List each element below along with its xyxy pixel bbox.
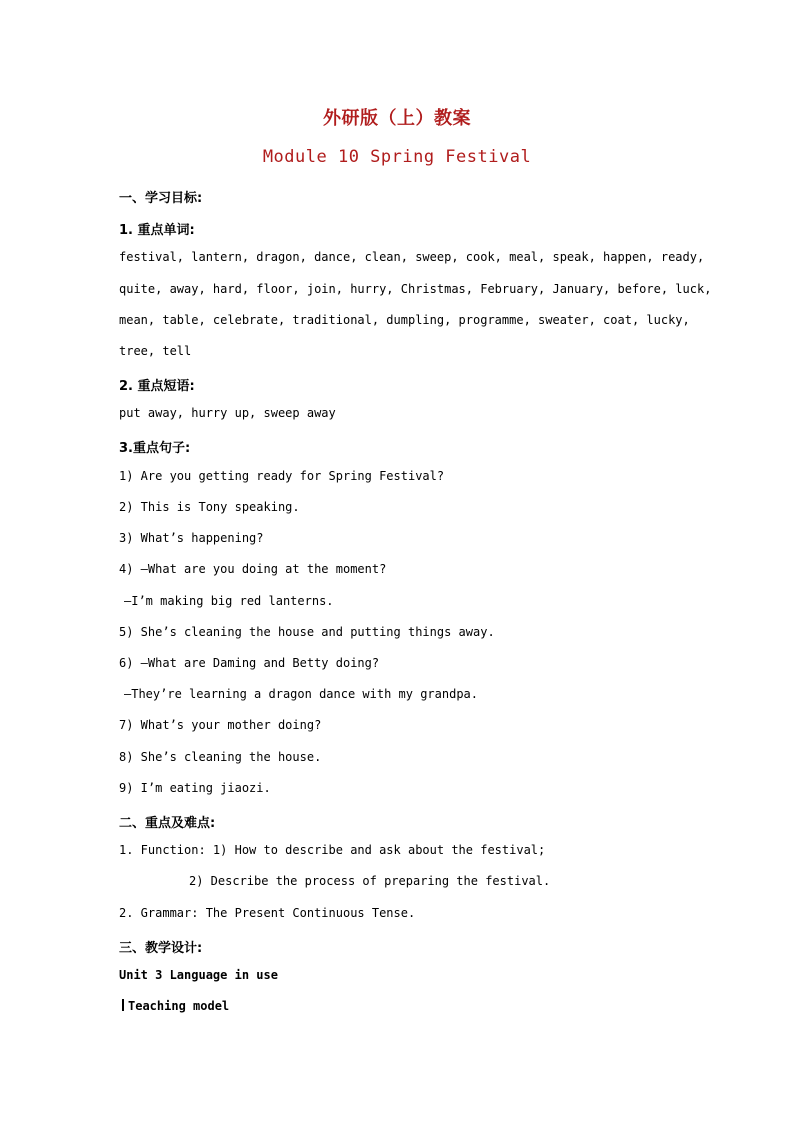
sentence-line: 3) What’s happening? bbox=[119, 531, 264, 545]
unit-heading: Unit 3 Language in use bbox=[119, 968, 278, 982]
marker-bar bbox=[122, 999, 124, 1011]
sentence-line: —I’m making big red lanterns. bbox=[124, 594, 334, 608]
subheading-key-phrases: 2. 重点短语: bbox=[119, 379, 195, 394]
sentence-line: 5) She’s cleaning the house and putting things away. bbox=[119, 625, 495, 639]
teaching-model-heading bbox=[122, 999, 682, 1013]
section-heading-teaching-design: 三、教学设计: bbox=[119, 941, 203, 956]
sentence-line: 2) This is Tony speaking. bbox=[119, 500, 300, 514]
words-line: tree, tell bbox=[119, 344, 192, 358]
sentence-line: 4) —What are you doing at the moment? bbox=[119, 562, 387, 576]
words-line: quite, away, hard, floor, join, hurry, Christmas, February, January, before, luck, bbox=[119, 282, 712, 296]
function-line: 1. Function: 1) How to describe and ask about the festival; bbox=[119, 843, 546, 857]
sentence-line: —They’re learning a dragon dance with my grandpa. bbox=[124, 687, 479, 701]
words-line: festival, lantern, dragon, dance, clean, sweep, cook, meal, speak, happen, ready, bbox=[119, 250, 705, 264]
phrases-line: put away, hurry up, sweep away bbox=[119, 406, 336, 420]
sentence-line: 1) Are you getting ready for Spring Festival? bbox=[119, 469, 445, 483]
subheading-key-sentences: 3.重点句子: bbox=[119, 441, 191, 456]
sentence-line: 7) What’s your mother doing? bbox=[119, 718, 322, 732]
section-heading-objectives: 一、学习目标: bbox=[119, 191, 203, 206]
teaching-model-label: Teaching model bbox=[128, 999, 230, 1013]
grammar-line: 2. Grammar: The Present Continuous Tense. bbox=[119, 906, 416, 920]
words-line: mean, table, celebrate, traditional, dumpling, programme, sweater, coat, lucky, bbox=[119, 313, 690, 327]
sentence-line: 6) —What are Daming and Betty doing? bbox=[119, 656, 380, 670]
document-subtitle: Module 10 Spring Festival bbox=[262, 147, 532, 167]
subheading-key-words: 1. 重点单词: bbox=[119, 223, 195, 238]
document-title: 外研版（上）教案 bbox=[323, 108, 471, 129]
section-heading-key-points: 二、重点及难点: bbox=[119, 816, 216, 831]
sentence-line: 9) I’m eating jiaozi. bbox=[119, 781, 271, 795]
sentence-line: 8) She’s cleaning the house. bbox=[119, 750, 322, 764]
function-line-continued: 2) Describe the process of preparing the festival. bbox=[189, 874, 551, 888]
